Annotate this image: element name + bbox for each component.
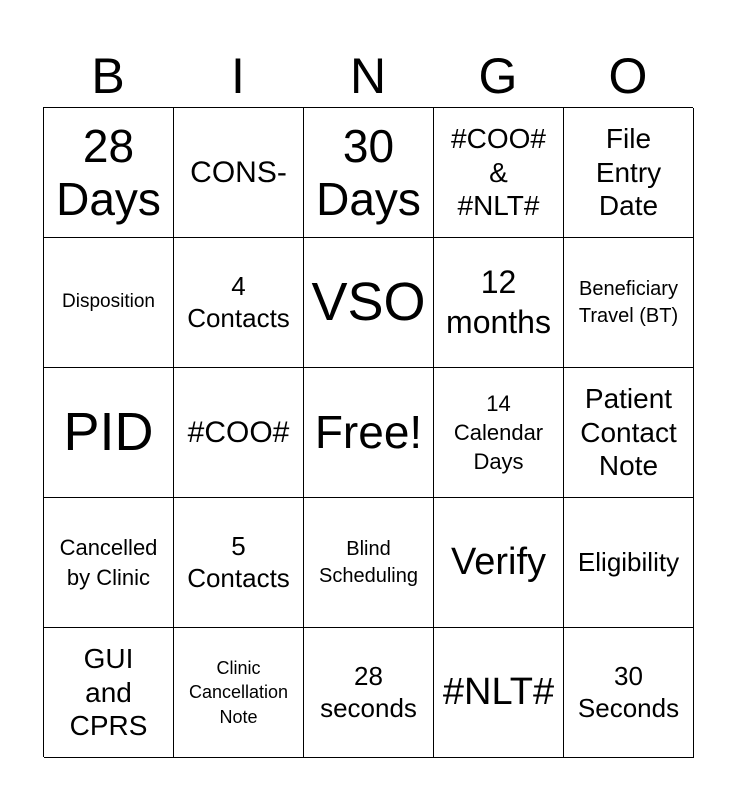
header-letter-b: B [91, 48, 125, 104]
bingo-cell[interactable]: CONS- [174, 108, 304, 238]
bingo-cell[interactable]: #COO# [174, 368, 304, 498]
header-letter-g: G [478, 48, 518, 104]
header-letter-i: I [231, 48, 245, 104]
bingo-cell[interactable]: GUI and CPRS [44, 628, 174, 758]
bingo-cell[interactable]: VSO [304, 238, 434, 368]
bingo-cell[interactable]: 28 Days [44, 108, 174, 238]
bingo-grid [43, 107, 693, 757]
header-letter-n: N [349, 48, 387, 104]
bingo-cell[interactable]: Disposition [44, 238, 174, 368]
bingo-header [43, 46, 693, 106]
bingo-cell[interactable]: 30 Seconds [564, 628, 694, 758]
bingo-cell[interactable]: 14 Calendar Days [434, 368, 564, 498]
bingo-cell[interactable]: Eligibility [564, 498, 694, 628]
bingo-cell[interactable]: Verify [434, 498, 564, 628]
bingo-cell[interactable]: 28 seconds [304, 628, 434, 758]
bingo-cell[interactable]: Clinic Cancellation Note [174, 628, 304, 758]
bingo-cell[interactable]: 30 Days [304, 108, 434, 238]
bingo-cell[interactable]: 5 Contacts [174, 498, 304, 628]
bingo-cell[interactable]: PID [44, 368, 174, 498]
bingo-cell[interactable]: Cancelled by Clinic [44, 498, 174, 628]
bingo-cell[interactable]: 4 Contacts [174, 238, 304, 368]
bingo-cell[interactable]: Free! [304, 368, 434, 498]
bingo-cell[interactable]: #COO# & #NLT# [434, 108, 564, 238]
header-letter-o: O [608, 48, 648, 104]
bingo-cell[interactable]: #NLT# [434, 628, 564, 758]
bingo-cell[interactable]: Patient Contact Note [564, 368, 694, 498]
bingo-cell[interactable]: Beneficiary Travel (BT) [564, 238, 694, 368]
bingo-cell[interactable]: 12 months [434, 238, 564, 368]
bingo-cell[interactable]: File Entry Date [564, 108, 694, 238]
bingo-cell[interactable]: Blind Scheduling [304, 498, 434, 628]
